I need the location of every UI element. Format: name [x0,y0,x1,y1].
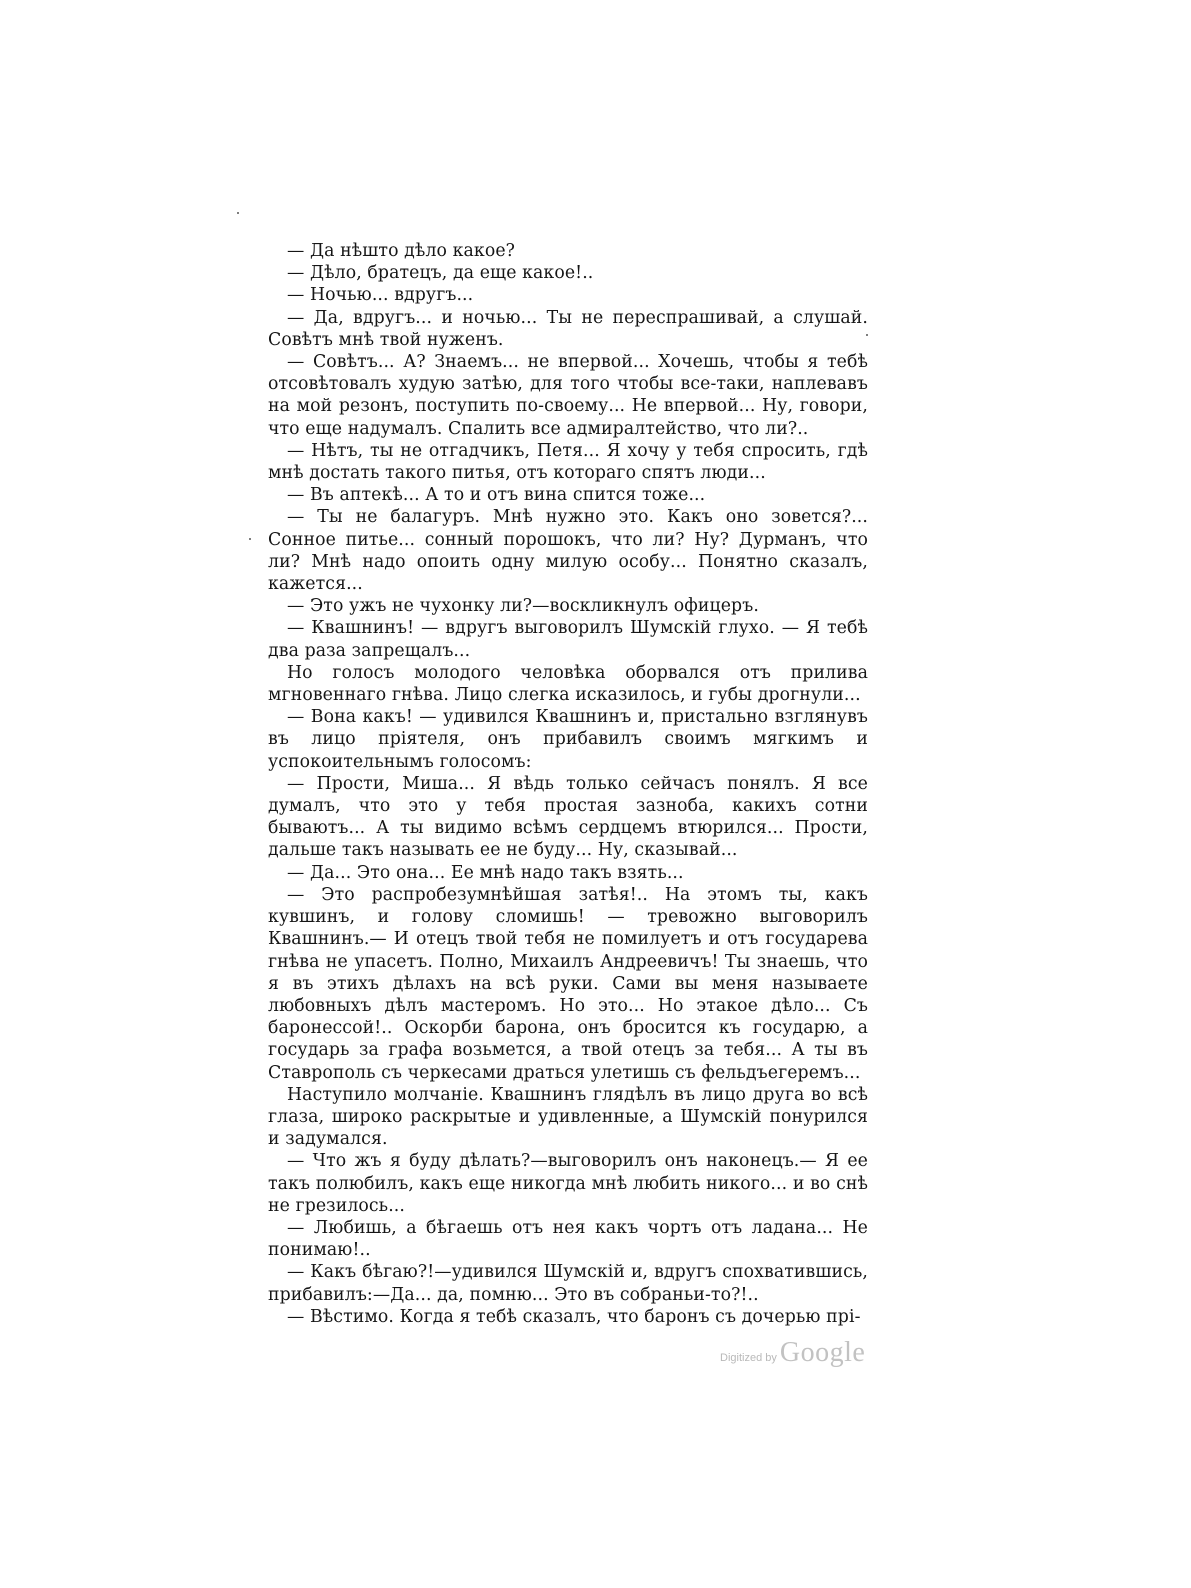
paragraph: — Вона какъ! — удивился Квашнинъ и, пристально взглянувъ въ лицо пріятеля, онъ прибавилъ своимъ мягкимъ и успокоительнымъ голосомъ: [268,707,868,772]
paragraph: — Квашнинъ! — вдругъ выговорилъ Шумскій глухо. — Я тебѣ два раза запрещалъ... [268,618,868,661]
paragraph: — Нѣтъ, ты не отгадчикъ, Петя... Я хочу у тебя спросить, гдѣ мнѣ достать такого питья, отъ котораго спятъ люди... [268,440,868,484]
body-text [268,240,868,1328]
scan-speck [237,212,239,214]
paragraph: — Прости, Миша... Я вѣдь только сейчасъ понялъ. Я все думалъ, что это у тебя простая зазноба, какихъ сотни бываютъ... А ты видимо всѣмъ сердцемъ втюрился... Прости, дальше такъ называть ее не буду... Ну, сказывай... [268,773,868,861]
scan-speck [249,538,251,540]
paragraph: — Въ аптекѣ... А то и отъ вина спится тоже... [287,485,706,506]
paragraph: — Какъ бѣгаю?!—удивился Шумскій и, вдругъ спохватившись, прибавилъ:—Да... да, помню... Это въ собраньи-то?!.. [268,1262,868,1305]
digitized-by-label: Digitized by [720,1352,777,1364]
paragraph: — Любишь, а бѣгаешь отъ нея какъ чортъ отъ ладана... Не понимаю!.. [268,1217,868,1261]
paragraph: — Ночью... вдругъ... [287,285,474,306]
paragraph: — Вѣстимо. Когда я тебѣ сказалъ, что баронъ съ дочерью прі- [287,1306,861,1327]
google-watermark [720,1337,865,1369]
paragraph: Наступило молчаніе. Квашнинъ глядѣлъ въ лицо друга во всѣ глаза, широко раскрытые и удивленные, а Шумскій понурился и задумался. [268,1084,868,1150]
paragraph: Но голосъ молодого человѣка оборвался отъ прилива мгновеннаго гнѣва. Лицо слегка исказилось, и губы дрогнули... [268,662,868,706]
paragraph: — Что жъ я буду дѣлать?—выговорилъ онъ наконецъ.— Я ее такъ полюбилъ, какъ еще никогда мнѣ любить никого... и во снѣ не грезилось... [268,1151,868,1216]
paragraph: — Да... Это она... Ее мнѣ надо такъ взять... [287,862,684,883]
paragraph: — Да, вдругъ... и ночью... Ты не переспрашивай, а слушай. Совѣтъ мнѣ твой нуженъ. [268,307,868,350]
paragraph: — Это распробезумнѣйшая затѣя!.. На этомъ ты, какъ кувшинъ, и голову сломишь! — тревожно выговорилъ Квашнинъ.— И отецъ твой тебя не помилуетъ и отъ государева гнѣва не упасетъ. Полно, Михаилъ Андреевичъ! Ты знаешь, что я въ этихъ дѣлахъ на всѣ руки. Сами вы меня называете любовныхъ дѣлъ мастеромъ. Но это... Но этакое дѣло... Съ баронессой!.. Оскорби барона, онъ бросится къ государю, а государь за графа возьмется, а твой отецъ за тебя... А ты въ Ставрополь съ черкесами драться улетишь съ фельдъегеремъ... [268,884,868,1083]
paragraph: — Ты не балагуръ. Мнѣ нужно это. Какъ оно зовется?... Сонное питье... сонный порошокъ, что ли? Ну? Дурманъ, что ли? Мнѣ надо опоить одну милую особу... Понятно сказалъ, кажется... [268,507,868,595]
paragraph: — Да нѣшто дѣло какое? [287,241,516,261]
paragraph: — Совѣтъ... А? Знаемъ... не впервой... Хочешь, чтобы я тебѣ отсовѣтовалъ худую затѣю, для того чтобы все-таки, наплевавъ на мой резонъ, поступить по-своему... Не впервой... Ну, говори, что еще надумалъ. Спалить все адмиралтейство, что ли?.. [268,352,868,439]
paragraph: — Это ужъ не чухонку ли?—воскликнулъ офицеръ. [287,596,759,617]
paragraph: — Дѣло, братецъ, да еще какое!.. [287,263,594,284]
google-logo-text: Google [779,1337,866,1368]
